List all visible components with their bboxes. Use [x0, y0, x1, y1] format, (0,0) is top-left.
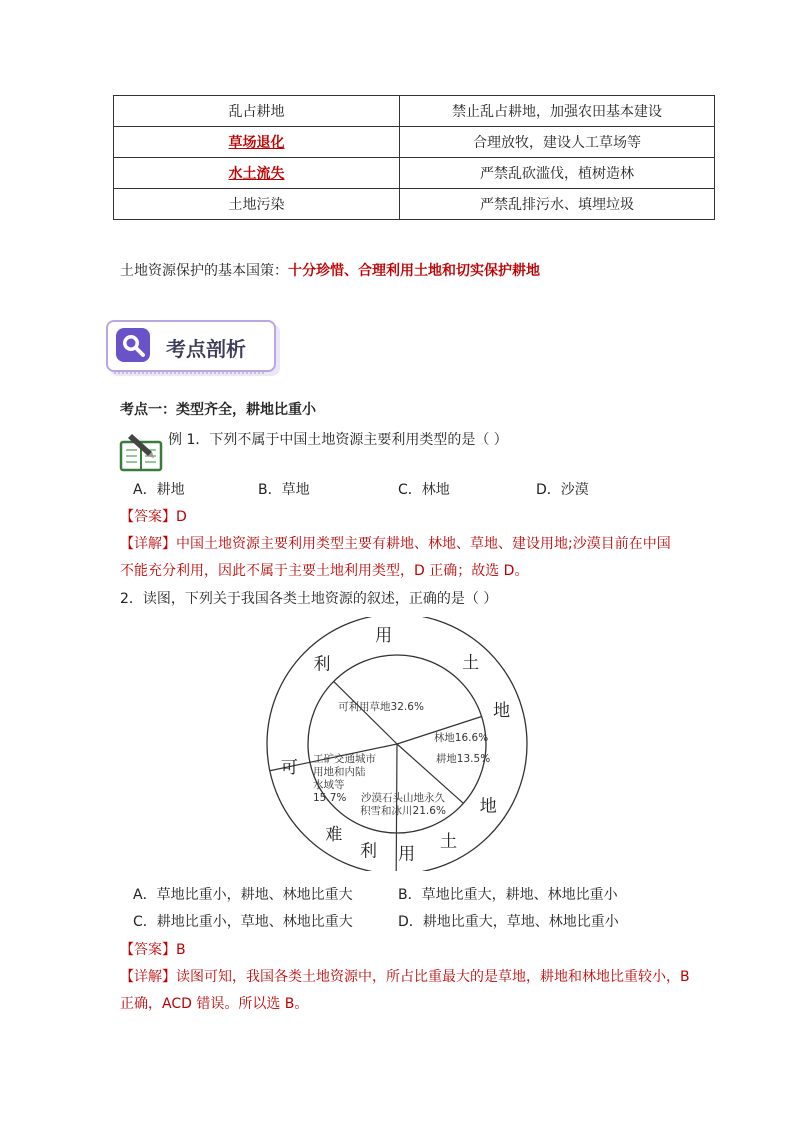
q1-option-c: C．林地: [398, 482, 450, 498]
measure-cell: 禁止乱占耕地，加强农田基本建设: [400, 96, 715, 127]
land-problems-table: [113, 95, 715, 220]
q2-detail-label: 【详解】: [120, 969, 176, 985]
hard-ring-char: 利: [360, 841, 378, 862]
usable-ring-char: 地: [493, 701, 511, 722]
usable-ring-char: 可: [280, 757, 298, 778]
q2-answer: [120, 941, 186, 959]
q1-answer: [120, 508, 187, 526]
q2-option-b: B．草地比重大，耕地、林地比重小: [398, 887, 618, 903]
kaodian-title: 考点一：类型齐全，耕地比重小: [120, 402, 316, 418]
q2-detail-text1: 读图可知，我国各类土地资源中，所占比重最大的是草地，耕地和林地比重较小，B: [176, 969, 690, 985]
q2-detail-line1: [120, 968, 690, 986]
table-row: [114, 127, 715, 158]
q1-answer-label: 【答案】: [120, 509, 176, 525]
hard-ring-char: 难: [325, 825, 343, 846]
slice-edge-farmland: [396, 744, 397, 833]
problem-text: 乱占耕地: [228, 104, 285, 120]
problem-text: 草场退化: [228, 135, 285, 151]
usable-ring-char: 利: [313, 654, 331, 675]
q1-option-d: D．沙漠: [536, 482, 589, 498]
section-header: [106, 320, 276, 372]
policy-emphasis: 十分珍惜、合理利用土地和切实保护耕地: [288, 263, 540, 279]
q2-option-d: D．耕地比重大，草地、林地比重小: [398, 914, 619, 930]
q2-stem: 2．读图，下列关于我国各类土地资源的叙述，正确的是（ ）: [120, 591, 498, 607]
q2-answer-value: B: [176, 942, 186, 958]
q2-option-a: A．草地比重小，耕地、林地比重大: [133, 887, 353, 903]
land-use-pie-chart: [265, 617, 529, 871]
problem-text: 水土流失: [228, 166, 285, 182]
slice-label-forest: 林地16.6%: [433, 732, 489, 744]
q1-answer-value: D: [176, 509, 187, 525]
problem-cell: [114, 158, 400, 189]
measure-cell: 合理放牧，建设人工草场等: [400, 127, 715, 158]
problem-text: 土地污染: [228, 197, 285, 213]
usable-ring-char: 用: [375, 625, 393, 646]
q1-detail-line1: [120, 535, 671, 553]
slice-label-construction: 工矿交通城市用地和内陆水域等 15.7%: [313, 753, 376, 804]
problem-cell: [114, 96, 400, 127]
q1-detail-label: 【详解】: [120, 536, 176, 552]
policy-line: [120, 262, 540, 280]
measure-cell: 严禁乱砍滥伐，植树造林: [400, 158, 715, 189]
table-row: [114, 158, 715, 189]
problem-cell: [114, 189, 400, 220]
q1-option-a: A．耕地: [133, 482, 185, 498]
q1-detail-line2: 不能充分利用，因此不属于主要土地利用类型，D 正确；故选 D。: [120, 563, 529, 579]
q1-stem: 例 1．下列不属于中国土地资源主要利用类型的是（ ）: [168, 432, 508, 448]
table-row: [114, 96, 715, 127]
q2-detail-line2: 正确，ACD 错误。所以选 B。: [120, 996, 309, 1012]
policy-prefix: 土地资源保护的基本国策：: [120, 263, 288, 279]
q1-detail-text1: 中国土地资源主要利用类型主要有耕地、林地、草地、建设用地;沙漠目前在中国: [176, 536, 671, 552]
section-header-title: 考点剖析: [166, 337, 246, 361]
table-row: [114, 189, 715, 220]
q2-option-c: C．耕地比重小，草地、林地比重大: [133, 914, 353, 930]
measure-cell: 严禁乱排污水、填埋垃圾: [400, 189, 715, 220]
problem-cell: [114, 127, 400, 158]
hard-ring-char: 用: [398, 844, 416, 865]
section-header-underline: [114, 372, 264, 374]
slice-label-desert: 沙漠石头山地永久积雪和冰川21.6%: [360, 792, 446, 817]
usable-ring-char: 土: [462, 653, 480, 674]
q1-option-b: B．草地: [258, 482, 310, 498]
search-icon: [116, 328, 150, 362]
q2-answer-label: 【答案】: [120, 942, 176, 958]
slice-label-grassland: 可利用草地32.6%: [338, 701, 424, 713]
slice-label-farmland: 耕地13.5%: [435, 753, 491, 765]
hard-ring-char: 土: [440, 832, 458, 853]
hard-ring-char: 地: [479, 796, 497, 817]
book-pencil-icon: [118, 432, 166, 472]
